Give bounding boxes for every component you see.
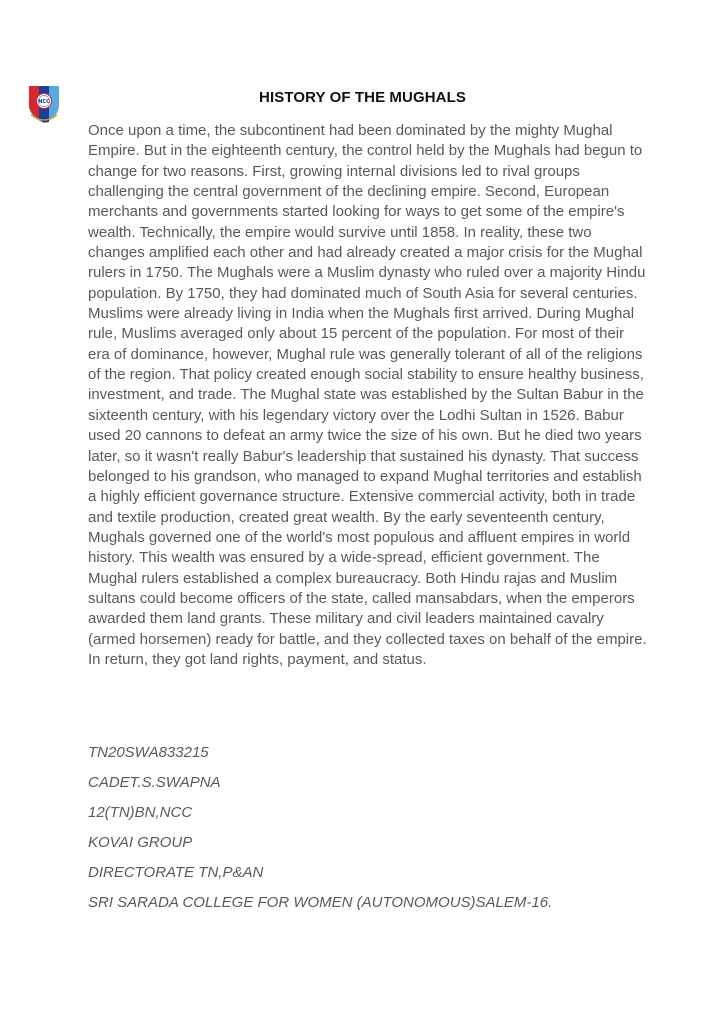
directorate-name: DIRECTORATE TN,P&AN — [88, 864, 264, 881]
cadet-name: CADET.S.SWAPNA — [88, 774, 221, 791]
body-paragraph: Once upon a time, the subcontinent had been dominated by the mighty Mughal Empire. But in the eighteenth century, the control held by the Mughals had begun to change for two reasons. First, growing internal divisions led to rival groups challenging the central government of the declining empire. Second, European merchants and governments started looking for ways to get some of the empire's wealth. Technically, the empire would survive until 1858. In reality, these two changes amplified each other and had already created a major crisis for the Mughal rulers in 1750. The Mughals were a Muslim dynasty who ruled over a majority Hindu population. By 1750, they had dominated much of South Asia for several centuries. Muslims were already living in India when the Mughals first arrived. During Mughal rule, Muslims averaged only about 15 percent of the population. For most of their era of dominance, however, Mughal rule was generally tolerant of all of the religions of the region. That policy created enough social stability to ensure healthy business, investment, and trade. The Mughal state was established by the Sultan Babur in the sixteenth century, with his legendary victory over the Lodhi Sultan in 1526. Babur used 20 cannons to defeat an army twice the size of his own. But he died two years later, so it wasn't really Babur's leadership that sustained his dynasty. That success belonged to his grandson, who managed to expand Mughal territories and establish a highly efficient governance structure. Extensive commercial activity, both in trade and textile production, created great wealth. By the early seventeenth century, Mughals governed one of the world's most populous and affluent empires in world history. This wealth was ensured by a wide-spread, efficient government. The Mughal rulers established a complex bureaucracy. Both Hindu rajas and Muslim sultans could become officers of the state, called mansabdars, when the emperors awarded them land grants. These military and civil leaders maintained cavalry (armed horsemen) ready for battle, and they collected taxes on behalf of the empire. In return, they got land rights, payment, and status. — [88, 122, 647, 668]
cadet-id: TN20SWA833215 — [88, 744, 209, 761]
college-name: SRI SARADA COLLEGE FOR WOMEN (AUTONOMOUS)SALEM-16. — [88, 894, 553, 911]
svg-text:NCC: NCC — [38, 99, 50, 105]
group-name: KOVAI GROUP — [88, 834, 193, 851]
page-title: HISTORY OF THE MUGHALS — [259, 89, 466, 106]
battalion-unit: 12(TN)BN,NCC — [88, 804, 193, 821]
